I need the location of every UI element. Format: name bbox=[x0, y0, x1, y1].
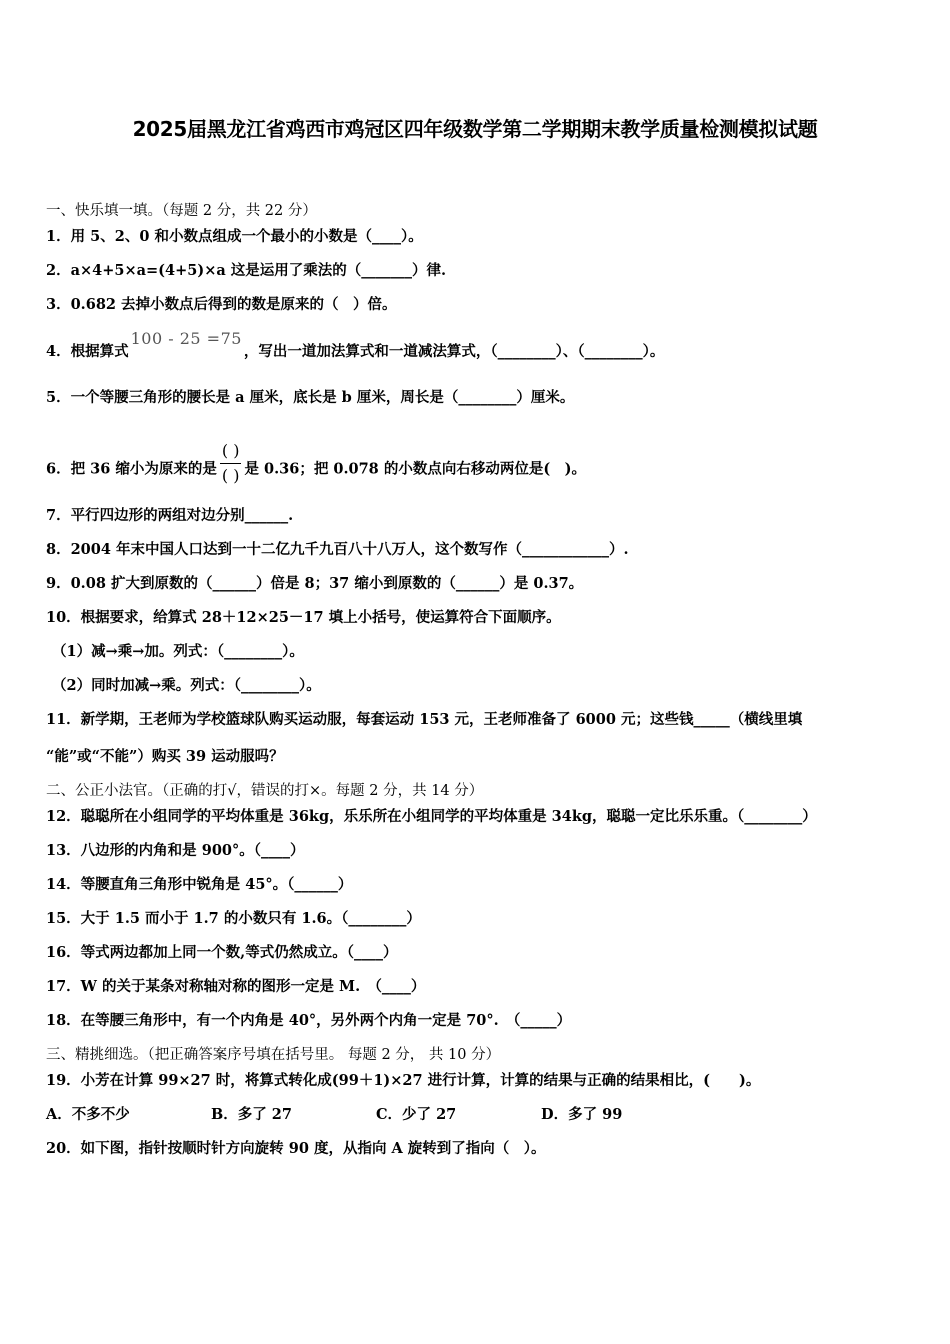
option-a: A．不多不少 bbox=[46, 1106, 130, 1123]
question-3: 3．0.682 去掉小数点后得到的数是原来的（ ）倍。 bbox=[46, 296, 397, 313]
question-11-line-1: 11．新学期，王老师为学校篮球队购买运动服，每套运动 153 元，王老师准备了 6000 元；这些钱_____（横线里填 bbox=[46, 711, 803, 728]
question-6-prefix: 6．把 36 缩小为原来的是 bbox=[46, 460, 217, 478]
question-10-part-1: （1）减→乘→加。列式：（________）。 bbox=[52, 643, 304, 660]
question-12: 12．聪聪所在小组同学的平均体重是 36kg，乐乐所在小组同学的平均体重是 34kg，聪聪一定比乐乐重。（________） bbox=[46, 808, 817, 825]
question-18: 18．在等腰三角形中，有一个内角是 40°，另外两个内角一定是 70°. （_____） bbox=[46, 1012, 572, 1029]
question-6-suffix: 是 0.36；把 0.078 的小数点向右移动两位是( )。 bbox=[244, 460, 587, 478]
question-16: 16．等式两边都加上同一个数,等式仍然成立。（____） bbox=[46, 944, 398, 961]
section-2-heading: 二、公正小法官。（正确的打√，错误的打×。每题 2 分，共 14 分） bbox=[46, 783, 484, 799]
section-1-heading: 一、快乐填一填。（每题 2 分，共 22 分） bbox=[46, 203, 317, 219]
question-4-suffix: ，写出一道加法算式和一道减法算式，（________）、（________）。 bbox=[243, 343, 665, 360]
option-c: C．少了 27 bbox=[376, 1106, 457, 1123]
question-4 bbox=[46, 329, 665, 362]
question-1: 1．用 5、2、0 和小数点组成一个最小的小数是（____）。 bbox=[46, 228, 423, 245]
page-title: 2025届黑龙江省鸡西市鸡冠区四年级数学第二学期期末教学质量检测模拟试题 bbox=[132, 117, 818, 141]
question-5: 5．一个等腰三角形的腰长是 a 厘米，底长是 b 厘米，周长是（________）厘米。 bbox=[46, 389, 575, 406]
option-b: B．多了 27 bbox=[211, 1106, 292, 1123]
question-20: 20．如下图，指针按顺时针方向旋转 90 度，从指向 A 旋转到了指向（ ）。 bbox=[46, 1140, 546, 1157]
question-9: 9．0.08 扩大到原数的（______）倍是 8；37 缩小到原数的（______）是 0.37。 bbox=[46, 575, 584, 592]
question-2: 2．a×4+5×a=(4+5)×a 这是运用了乘法的（_______）律. bbox=[46, 262, 447, 279]
question-11-line-2: “能”或“不能”）购买 39 运动服吗？ bbox=[46, 748, 284, 765]
question-19: 19．小芳在计算 99×27 时，将算式转化成(99＋1)×27 进行计算，计算的结果与正确的结果相比，( )。 bbox=[46, 1072, 761, 1089]
question-14: 14．等腰直角三角形中锐角是 45°。（______） bbox=[46, 876, 353, 893]
question-10-part-2: （2）同时加减→乘。列式：（________）。 bbox=[52, 677, 321, 694]
question-7: 7．平行四边形的两组对边分别______. bbox=[46, 507, 294, 524]
question-13: 13．八边形的内角和是 900°。（____） bbox=[46, 842, 305, 859]
fraction-numerator: ( ) bbox=[221, 441, 240, 460]
fraction-denominator: ( ) bbox=[221, 466, 240, 485]
fraction-blank bbox=[220, 441, 242, 486]
question-4-prefix: 4．根据算式 bbox=[46, 343, 129, 360]
formula-image: 100 - 25 =75 bbox=[130, 329, 242, 348]
question-6 bbox=[46, 441, 587, 492]
question-17: 17．W 的关于某条对称轴对称的图形一定是 M. （____） bbox=[46, 978, 426, 995]
question-10: 10．根据要求，给算式 28＋12×25－17 填上小括号，使运算符合下面顺序。 bbox=[46, 609, 561, 626]
question-15: 15．大于 1.5 而小于 1.7 的小数只有 1.6。（________） bbox=[46, 910, 421, 927]
question-19-options bbox=[46, 1105, 706, 1125]
question-8: 8．2004 年末中国人口达到一十二亿九千九百八十八万人，这个数写作（____________）. bbox=[46, 541, 629, 558]
option-d: D．多了 99 bbox=[541, 1106, 623, 1123]
section-3-heading: 三、精挑细选。（把正确答案序号填在括号里。 每题 2 分， 共 10 分） bbox=[46, 1047, 501, 1063]
